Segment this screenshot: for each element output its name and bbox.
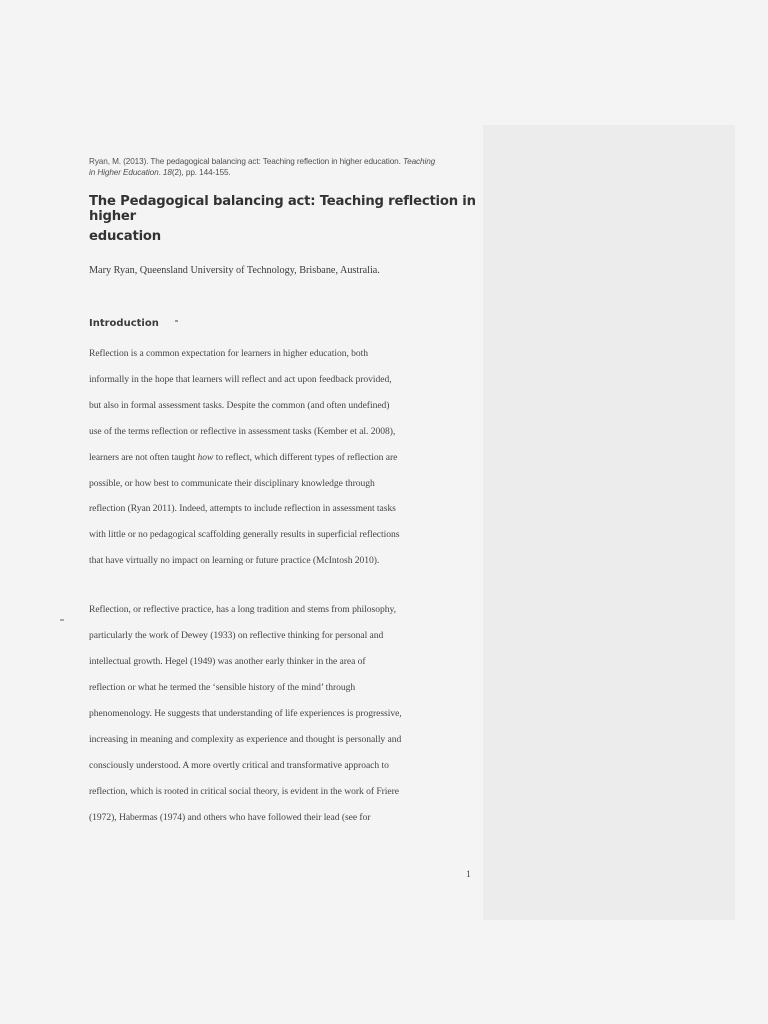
- emphasis-text: how: [197, 452, 214, 463]
- paragraph2-line: reflection, which is rooted in critical social theory, is evident in the work of Friere: [89, 786, 399, 797]
- paragraph2-line: phenomenology. He suggests that understanding of life experiences is progressive,: [89, 708, 402, 719]
- paragraph1-line: possible, or how best to communicate their disciplinary knowledge through: [89, 478, 375, 489]
- paragraph2-line: Reflection, or reflective practice, has a long tradition and stems from philosophy,: [89, 604, 396, 615]
- paragraph1-line: reflection (Ryan 2011). Indeed, attempts to include reflection in assessment tasks: [89, 503, 396, 514]
- title-line-2: education: [89, 229, 161, 244]
- paragraph2-line: increasing in meaning and complexity as experience and thought is personally and: [89, 734, 402, 745]
- scan-speck: [60, 619, 64, 621]
- paragraph1-line: Reflection is a common expectation for learners in higher education, both: [89, 348, 369, 359]
- paragraph1-line: use of the terms reflection or reflective in assessment tasks (Kember et al. 2008),: [89, 426, 396, 437]
- citation-volume: 18: [162, 168, 172, 177]
- line-text: learners are not often taught: [89, 452, 198, 463]
- line-text: to reflect, which different types of reflection are: [213, 452, 398, 463]
- title-line-1: The Pedagogical balancing act: Teaching reflection in higher: [89, 194, 476, 224]
- paragraph1-line: [89, 452, 489, 463]
- paragraph1-line: with little or no pedagogical scaffolding generally results in superficial reflections: [89, 529, 400, 540]
- citation-journal-b: in Higher Education: [89, 168, 159, 177]
- page-number: 1: [466, 870, 471, 880]
- citation-text-c: (2), pp. 144-155.: [171, 168, 231, 177]
- author-affiliation: Mary Ryan, Queensland University of Technology, Brisbane, Australia.: [89, 265, 380, 276]
- paragraph2-line: intellectual growth. Hegel (1949) was another early thinker in the area of: [89, 656, 366, 667]
- paragraph2-line: consciously understood. A more overtly critical and transformative approach to: [89, 760, 389, 771]
- scan-speck: [175, 320, 178, 322]
- paragraph2-line: particularly the work of Dewey (1933) on reflective thinking for personal and: [89, 630, 384, 641]
- citation-text-a: Ryan, M. (2013). The pedagogical balancing act: Teaching reflection in higher education.: [89, 157, 403, 166]
- citation-journal-a: Teaching: [402, 157, 436, 166]
- paragraph2-line: (1972), Habermas (1974) and others who have followed their lead (see for: [89, 812, 371, 823]
- section-heading: Introduction: [89, 318, 159, 329]
- citation-text-b: .: [158, 168, 163, 177]
- paragraph2-line: reflection or what he termed the ‘sensible history of the mind’ through: [89, 682, 356, 693]
- paragraph1-line: informally in the hope that learners will reflect and act upon feedback provided,: [89, 374, 392, 385]
- citation: [89, 156, 484, 178]
- paragraph1-line: but also in formal assessment tasks. Despite the common (and often undefined): [89, 400, 390, 411]
- paragraph1-line: that have virtually no impact on learning or future practice (McIntosh 2010).: [89, 555, 380, 566]
